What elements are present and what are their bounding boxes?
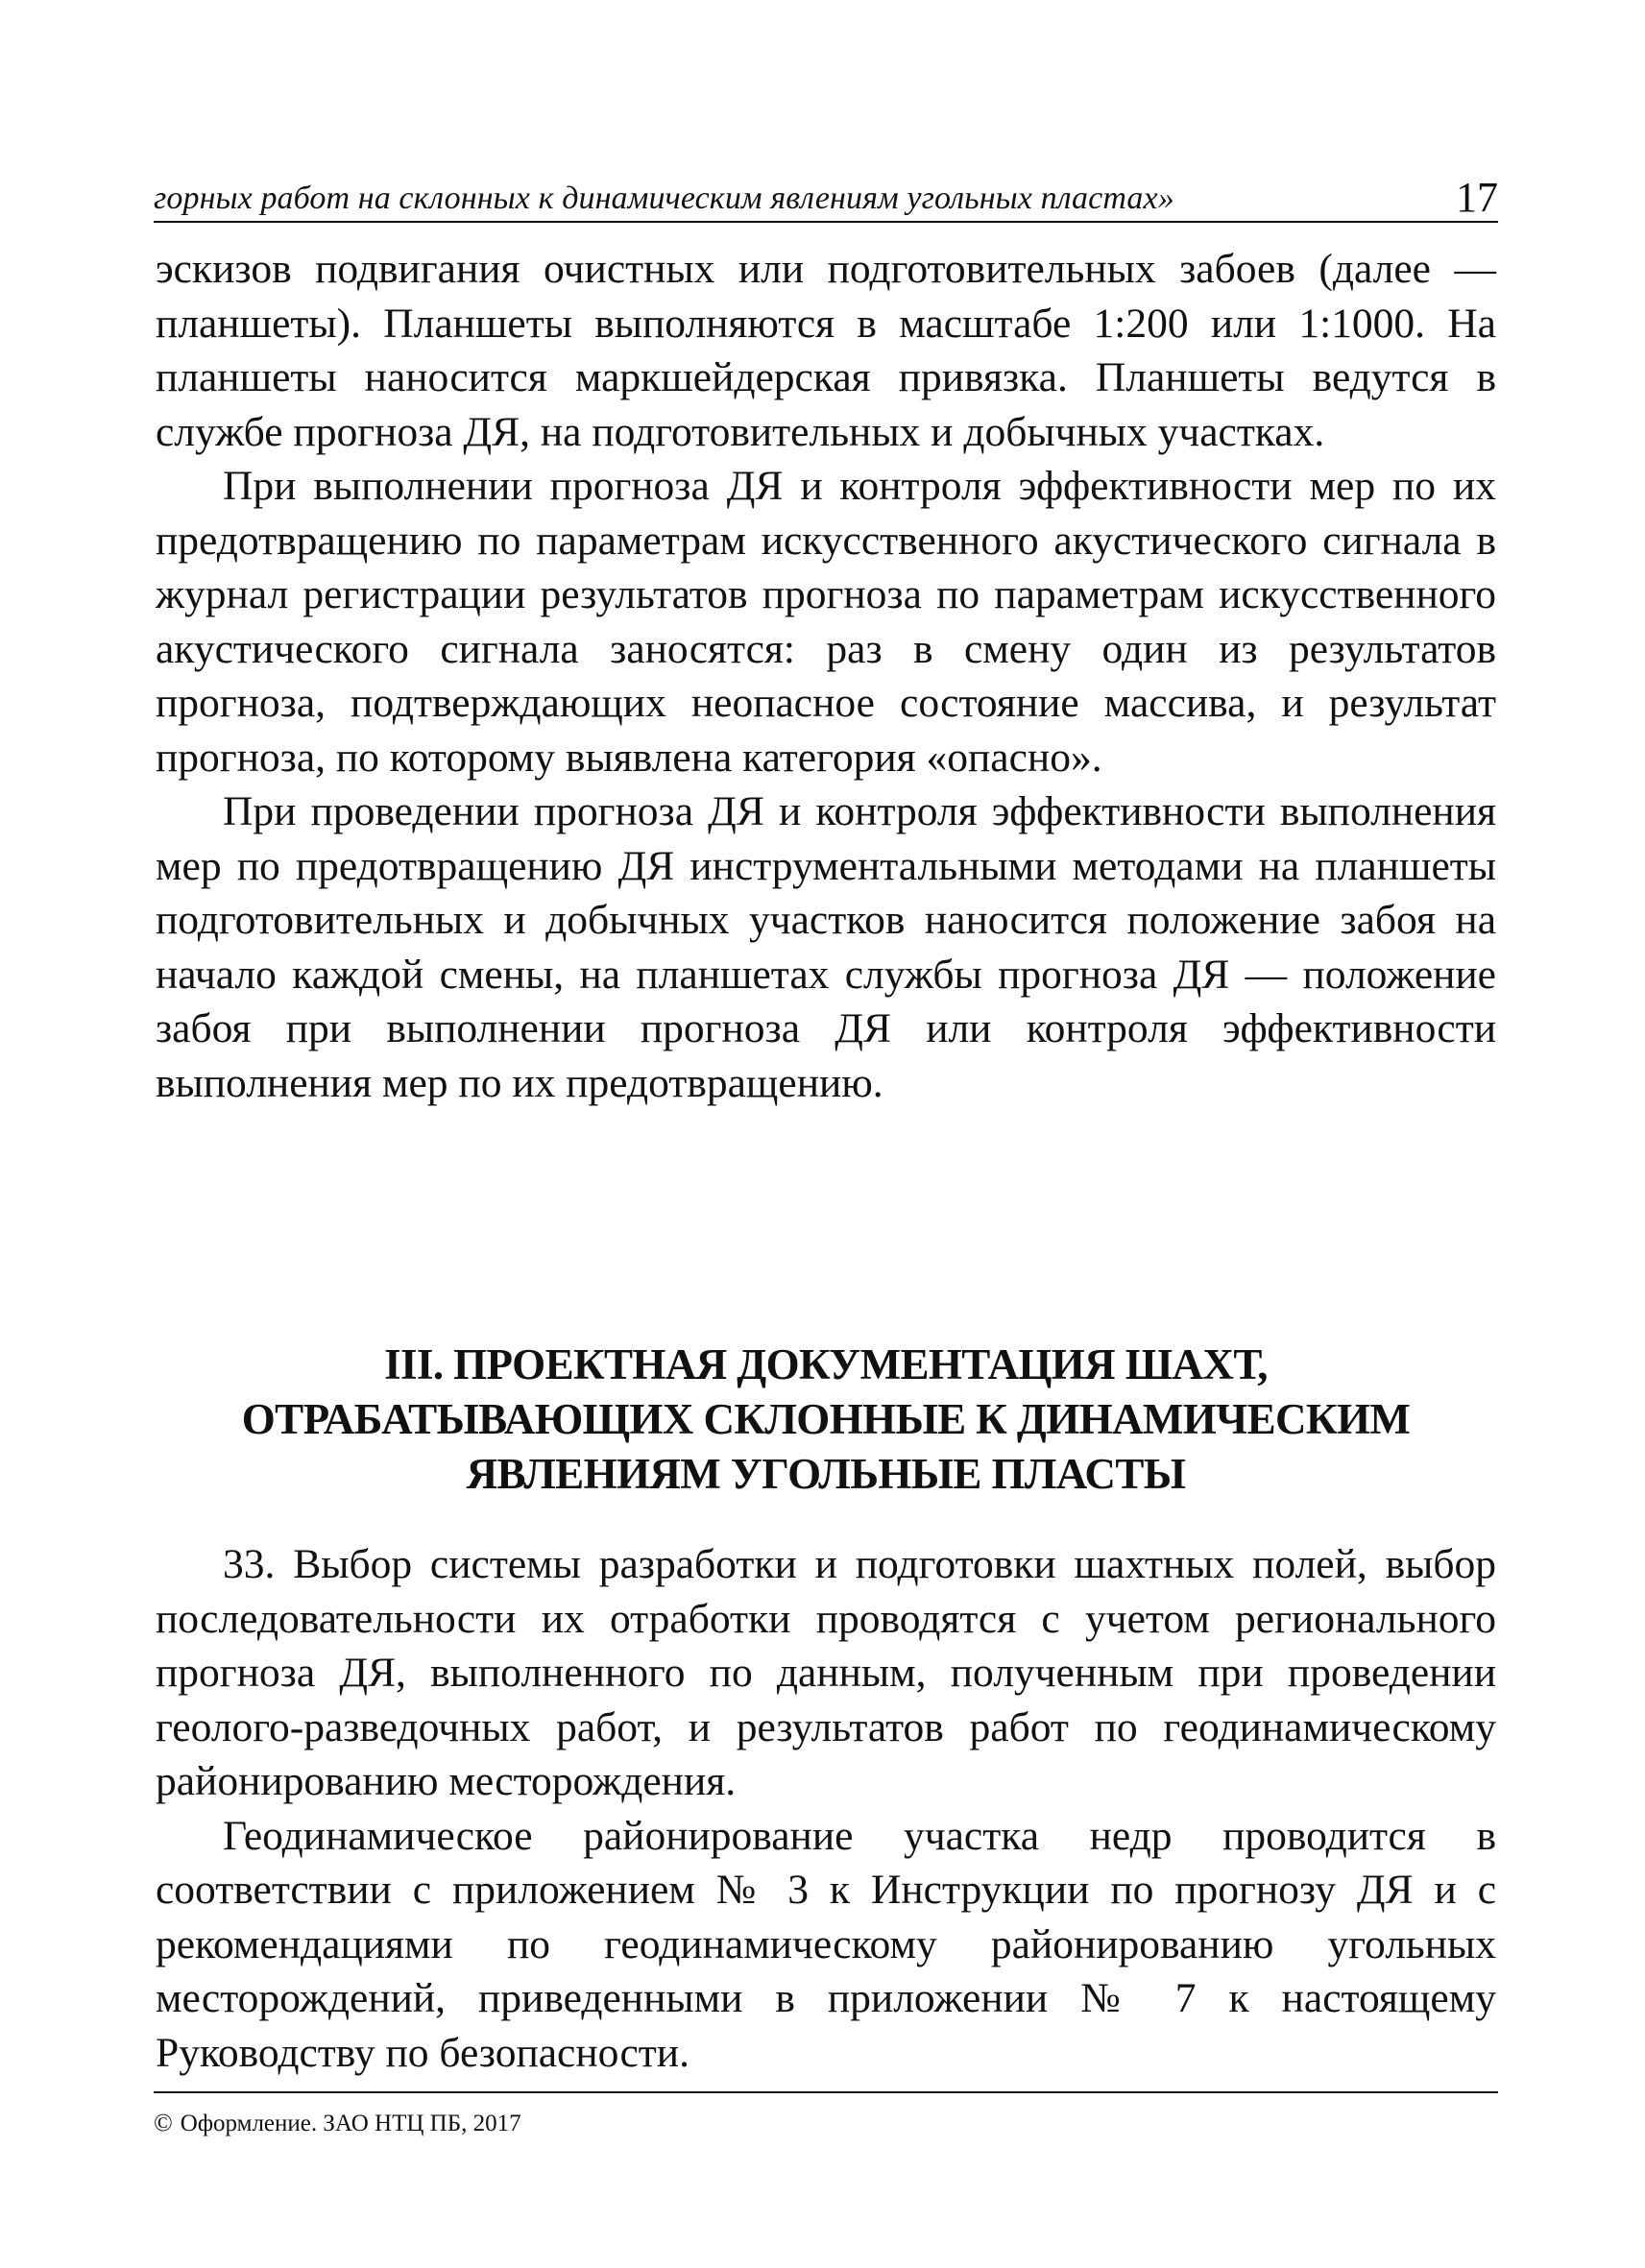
- paragraph: эскизов подвигания очистных или подготовительных забоев (далее — планшеты). Планшеты выполняются в масштабе 1:200 или 1:1000. На планшеты наносится маркшейдерская привязка. Планшеты ведутся в службе прогноза ДЯ, на подготовительных и добычных участках.: [156, 246, 1496, 455]
- page-number: 17: [1456, 174, 1498, 221]
- running-head-title: горных работ на склонных к динамическим явлениям угольных пластах»: [154, 181, 1174, 216]
- section-heading-line: III. ПРОЕКТНАЯ ДОКУМЕНТАЦИЯ ШАХТ,: [384, 1340, 1268, 1388]
- section-heading-line: ОТРАБАТЫВАЮЩИХ СКЛОННЫЕ К ДИНАМИЧЕСКИМ: [241, 1395, 1411, 1443]
- page-footer: [154, 2091, 1498, 2137]
- body-text-bottom: [156, 1537, 1496, 2080]
- body-text-top: [156, 242, 1496, 1110]
- section-heading-line: ЯВЛЕНИЯМ УГОЛЬНЫЕ ПЛАСТЫ: [466, 1450, 1186, 1498]
- header-rule: [154, 221, 1498, 223]
- paragraph: Геодинамическое районирование участка недр проводится в соответствии с приложением № 3 к Инструкции по прогнозу ДЯ и с рекомендациями по геодинамическому районированию угольных месторождений, приведенными в приложении № 7 к настоящему Руководству по безопасности.: [156, 1812, 1496, 2076]
- section-heading: [156, 1338, 1496, 1502]
- copyright-icon: ©: [154, 2109, 173, 2136]
- running-header: [154, 165, 1498, 223]
- paragraph: При проведении прогноза ДЯ и контроля эффективности выполнения мер по предотвращению ДЯ инструментальными методами на планшеты подготовительных и добычных участков наносится положение забоя на начало каждой смены, на планшетах службы прогноза ДЯ — положение забоя при выполнении прогноза ДЯ или контроля эффективности выполнения мер по их предотвращению.: [156, 788, 1496, 1106]
- footer-text: Оформление. ЗАО НТЦ ПБ, 2017: [180, 2111, 521, 2136]
- footer-rule: [154, 2091, 1498, 2093]
- footer-note: [154, 2109, 1498, 2137]
- paragraph: 33. Выбор системы разработки и подготовки шахтных полей, выбор последовательности их отработки проводятся с учетом регионального прогноза ДЯ, выполненного по данным, полученным при проведении геолого-разведочных работ, и результатов работ по геодинамическому районированию месторождения.: [156, 1541, 1496, 1804]
- paragraph: При выполнении прогноза ДЯ и контроля эффективности мер по их предотвращению по параметрам искусственного акустического сигнала в журнал регистрации результатов прогноза по параметрам искусственного акустического сигнала заносятся: раз в смену один из результатов прогноза, подтверждающих неопасное состояние массива, и результат прогноза, по которому выявлена категория «опасно».: [156, 463, 1496, 781]
